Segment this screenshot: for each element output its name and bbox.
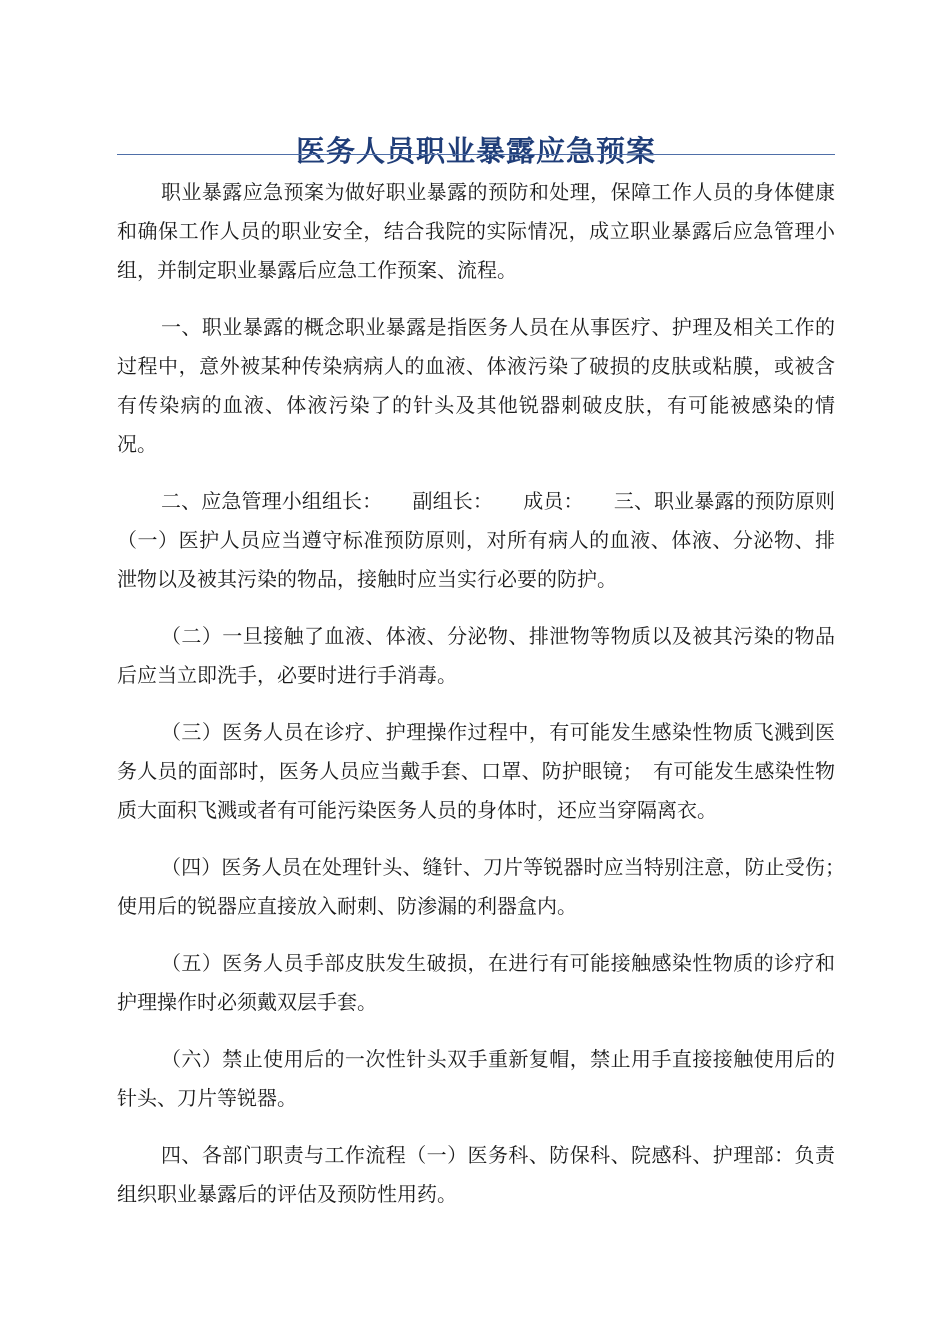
title-underline (117, 154, 835, 155)
document-body (117, 173, 855, 1232)
paragraph-hand-washing: （二）一旦接触了血液、体液、分泌物、排泄物等物质以及被其污染的物品后应当立即洗手，必要时进行手消毒。 (117, 624, 835, 687)
paragraph-intro: 职业暴露应急预案为做好职业暴露的预防和处理，保障工作人员的身体健康和确保工作人员的职业安全，结合我院的实际情况，成立职业暴露后应急管理小组，并制定职业暴露后应急工作预案、流程。 (117, 180, 835, 282)
document-title: 医务人员职业暴露应急预案 (295, 134, 656, 169)
paragraph-management-group: 二、应急管理小组组长： 副组长： 成员： 三、职业暴露的预防原则（一）医护人员应当遵守标准预防原则，对所有病人的血液、体液、分泌物、排泄物以及被其污染的物品，接触时应当实行必要的防护。 (117, 489, 835, 591)
paragraph-department-duties: 四、各部门职责与工作流程（一）医务科、防保科、院感科、护理部：负责组织职业暴露后的评估及预防性用药。 (117, 1143, 835, 1206)
paragraph-protective-equipment: （三）医务人员在诊疗、护理操作过程中，有可能发生感染性物质飞溅到医务人员的面部时，医务人员应当戴手套、口罩、防护眼镜； 有可能发生感染性物质大面积飞溅或者有可能污染医务人员的身体时，还应当穿隔离衣。 (117, 720, 835, 822)
paragraph-double-gloves: （五）医务人员手部皮肤发生破损，在进行有可能接触感染性物质的诊疗和护理操作时必须戴双层手套。 (117, 951, 835, 1014)
paragraph-definition: 一、职业暴露的概念职业暴露是指医务人员在从事医疗、护理及相关工作的过程中，意外被某种传染病病人的血液、体液污染了破损的皮肤或粘膜，或被含有传染病的血液、体液污染了的针头及其他锐器刺破皮肤，有可能被感染的情况。 (117, 315, 835, 456)
paragraph-sharps-handling: （四）医务人员在处理针头、缝针、刀片等锐器时应当特别注意，防止受伤； 使用后的锐器应直接放入耐刺、防渗漏的利器盒内。 (117, 855, 855, 918)
paragraph-no-recapping: （六）禁止使用后的一次性针头双手重新复帽，禁止用手直接接触使用后的针头、刀片等锐器。 (117, 1047, 835, 1110)
